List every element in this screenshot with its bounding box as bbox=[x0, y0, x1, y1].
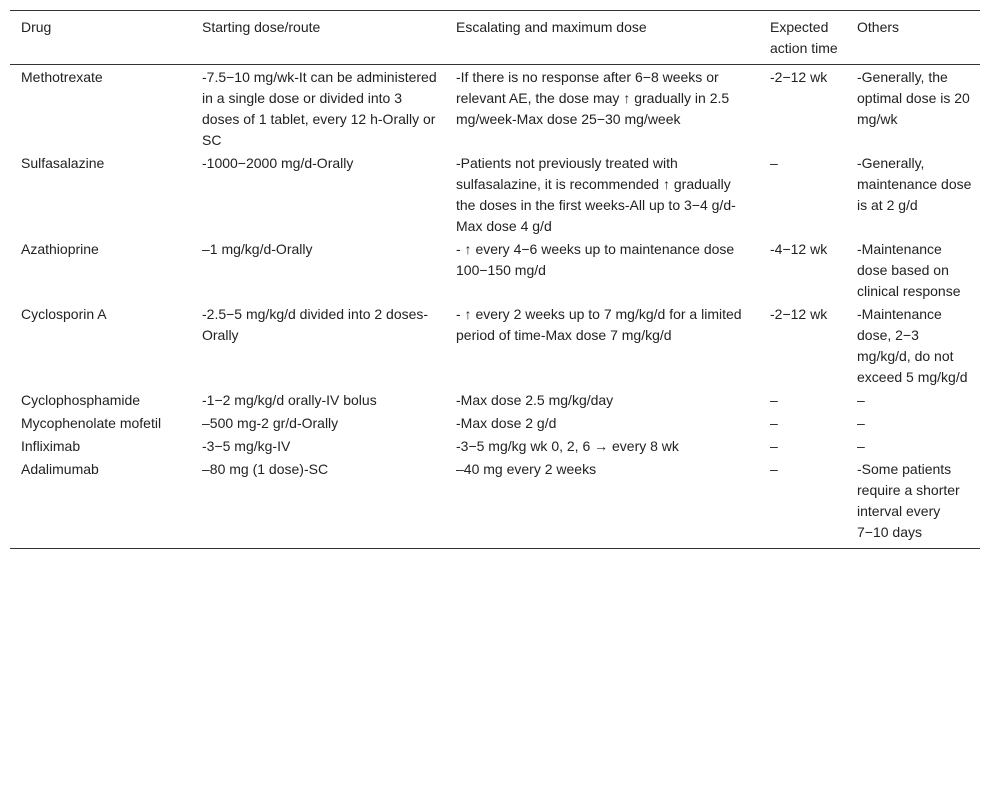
cell-others: -Generally, the optimal dose is 20 mg/wk bbox=[857, 69, 970, 127]
table-row bbox=[10, 435, 980, 458]
cell-drug: Sulfasalazine bbox=[21, 155, 105, 171]
table-row bbox=[10, 458, 980, 549]
cell-others: – bbox=[857, 392, 865, 408]
cell-starting-dose: -1000−2000 mg/d-Orally bbox=[202, 155, 354, 171]
cell-expected-action-time: -4−12 wk bbox=[770, 241, 828, 257]
cell-escalating-dose: - ↑ every 2 weeks up to 7 mg/kg/d for a limited period of time-Max dose 7 mg/kg/d bbox=[456, 306, 742, 343]
cell-drug: Cyclosporin A bbox=[21, 306, 107, 322]
dosage-table-container bbox=[10, 10, 980, 549]
cell-escalating-dose: - ↑ every 4−6 weeks up to maintenance dose 100−150 mg/d bbox=[456, 241, 735, 278]
cell-starting-dose: -7.5−10 mg/wk-It can be administered in a single dose or divided into 3 doses of 1 tablet, every 12 h-Orally or SC bbox=[202, 69, 437, 148]
cell-others: -Some patients require a shorter interval every 7−10 days bbox=[857, 461, 960, 540]
table-row bbox=[10, 412, 980, 435]
cell-starting-dose: -3−5 mg/kg-IV bbox=[202, 438, 291, 454]
cell-escalating-dose: -Patients not previously treated with sulfasalazine, it is recommended ↑ gradually the doses in the first weeks-All up to 3−4 g/d-Max dose 4 g/d bbox=[456, 155, 736, 234]
cell-starting-dose: -1−2 mg/kg/d orally-IV bolus bbox=[202, 392, 377, 408]
header-row bbox=[10, 11, 980, 65]
cell-drug: Cyclophosphamide bbox=[21, 392, 141, 408]
cell-expected-action-time: – bbox=[770, 438, 778, 454]
table-header bbox=[10, 11, 980, 65]
cell-starting-dose: –500 mg-2 gr/d-Orally bbox=[202, 415, 339, 431]
cell-others: -Maintenance dose, 2−3 mg/kg/d, do not exceed 5 mg/kg/d bbox=[857, 306, 968, 385]
header-others: Others bbox=[857, 19, 900, 35]
cell-others: -Generally, maintenance dose is at 2 g/d bbox=[857, 155, 972, 213]
header-escalating-dose: Escalating and maximum dose bbox=[456, 19, 647, 35]
cell-expected-action-time: – bbox=[770, 392, 778, 408]
cell-others: – bbox=[857, 438, 865, 454]
cell-drug: Mycophenolate mofetil bbox=[21, 415, 162, 431]
cell-escalating-dose: –40 mg every 2 weeks bbox=[456, 461, 597, 477]
table-row bbox=[10, 238, 980, 303]
header-drug: Drug bbox=[21, 19, 52, 35]
cell-drug: Methotrexate bbox=[21, 69, 103, 85]
cell-escalating-dose: -Max dose 2 g/d bbox=[456, 415, 557, 431]
cell-expected-action-time: -2−12 wk bbox=[770, 69, 828, 85]
header-starting-dose: Starting dose/route bbox=[202, 19, 321, 35]
dosage-table bbox=[10, 10, 980, 549]
table-row bbox=[10, 65, 980, 153]
cell-escalating-dose: -3−5 mg/kg wk 0, 2, 6 → every 8 wk bbox=[456, 438, 679, 454]
table-body bbox=[10, 65, 980, 549]
cell-others: -Maintenance dose based on clinical response bbox=[857, 241, 961, 299]
cell-expected-action-time: – bbox=[770, 461, 778, 477]
cell-expected-action-time: – bbox=[770, 155, 778, 171]
cell-drug: Azathioprine bbox=[21, 241, 99, 257]
table-row bbox=[10, 303, 980, 389]
cell-drug: Adalimumab bbox=[21, 461, 99, 477]
cell-expected-action-time: -2−12 wk bbox=[770, 306, 828, 322]
header-expected-action-time: Expected action time bbox=[770, 19, 838, 56]
cell-others: – bbox=[857, 415, 865, 431]
table-row bbox=[10, 152, 980, 238]
cell-starting-dose: –80 mg (1 dose)-SC bbox=[202, 461, 329, 477]
cell-starting-dose: –1 mg/kg/d-Orally bbox=[202, 241, 313, 257]
cell-starting-dose: -2.5−5 mg/kg/d divided into 2 doses-Orally bbox=[202, 306, 429, 343]
table-row bbox=[10, 389, 980, 412]
cell-drug: Infliximab bbox=[21, 438, 81, 454]
cell-escalating-dose: -Max dose 2.5 mg/kg/day bbox=[456, 392, 614, 408]
cell-expected-action-time: – bbox=[770, 415, 778, 431]
cell-escalating-dose: -If there is no response after 6−8 weeks or relevant AE, the dose may ↑ gradually in 2.5 mg/week-Max dose 25−30 mg/week bbox=[456, 69, 730, 127]
